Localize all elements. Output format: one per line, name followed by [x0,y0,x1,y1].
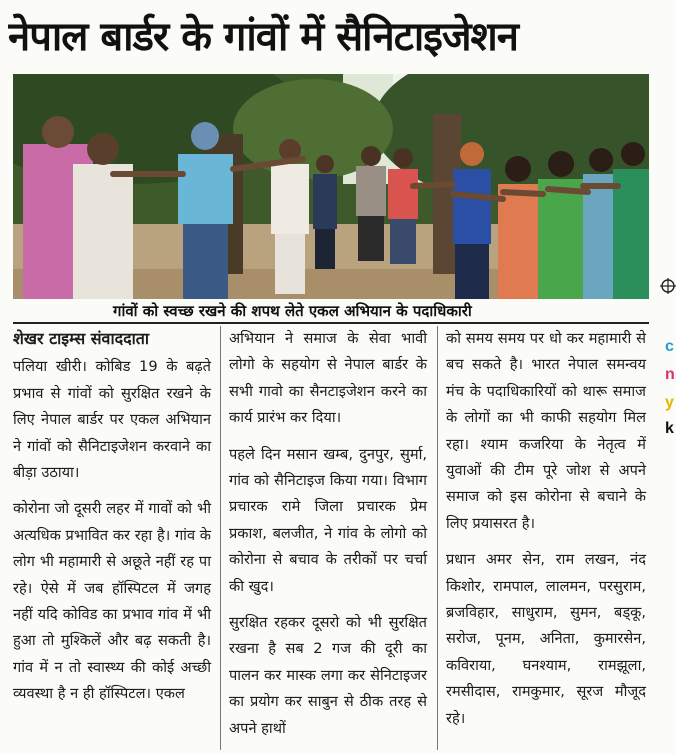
article-column-1 [13,326,211,718]
paragraph: कोरोना जो दूसरी लहर में गावों को भी अत्यधिक प्रभावित कर रहा है। गांव के लोग भी महामारी से अछूते नहीं रह पा रहे। ऐसे में जब हॉस्पिटल में जगह नहीं यदि कोविड का प्रभाव गांव में भी हुआ तो मुश्किलें और बढ़ सकती है। गांव में न तो स्वास्थ्य की कोई अच्छी व्यवस्था है न ही हॉस्पिटल। एकल [13,500,211,703]
column-divider [437,326,438,750]
byline: शेखर टाइम्स संवाददाता [13,329,149,348]
paragraph: प्रधान अमर सेन, राम लखन, नंद किशोर, रामपाल, लालमन, परसुराम, ब्रजविहार, साधुराम, सुमन, बड्कू, सरोज, पूनम, अनिता, कुमारसेन, कविराया, घनश्याम, रामझूला, रमसीदास, रामकुमार, सूरज मौजूद रहे। [446,551,646,727]
edge-letter-k: k [665,420,674,437]
article-column-2 [229,326,427,752]
headline: नेपाल बार्डर के गांवों में सैनिटाइजेशन [8,14,518,60]
paragraph: पलिया खीरी। कोबिड 19 के बढ़ते प्रभाव से गांवों को सुरक्षित रखने के लिए नेपाल बार्डर पर एकल अभियान ने गांवों को सैनिटाइजेशन करवाने का बीड़ा उठाया। [13,358,211,482]
article-column-3 [446,326,646,742]
paragraph: पहले दिन मसान खम्ब, दुनपुर, सुर्मा, गांव को सैनिटाइज किया गया। विभाग प्रचारक रामे जिला प्रचारक प्रेम प्रकाश, बलजीत, ने गांव के लोगो को कोरोना से बचाव के तरीकों पर चर्चा की खुद। [229,445,427,595]
paragraph: सुरक्षित रहकर दूसरो को भी सुरक्षित रखना है सब 2 गज की दूरी का पालन कर मास्क लगा कर सेनिटाइजर का प्रयोग कर साबुन से ठीक तरह से अपने हाथों [229,614,427,737]
paragraph: को समय समय पर धो कर महामारी से बच सकते है। भारत नेपाल समन्वय मंच के पदाधिकारियों को थारू समाज के लोगों का भी काफी सहयोग मिल रहा। श्याम कजरिया के नेतृत्व में युवाओं की टीम पूरे जोश से अपने समाज को इस कोरोना से बचाने के लिए प्रयासरत है। [446,330,646,532]
paragraph: अभियान ने समाज के सेवा भावी लोगो के सहयोग से नेपाल बार्डर के सभी गावो का सैनटाइजेशन करने का कार्य प्रारंभ कर दिया। [229,330,427,427]
edge-letter-n: n [665,366,675,383]
edge-letter-c: c [665,338,674,355]
column-divider [220,326,221,750]
registration-mark-icon [660,278,676,294]
caption-bar [13,300,649,324]
edge-letter-y: y [665,394,674,411]
photo-caption: गांवों को स्वच्छ रखने की शपथ लेते एकल अभियान के पदाधिकारी [113,302,472,320]
news-photo [13,74,649,299]
